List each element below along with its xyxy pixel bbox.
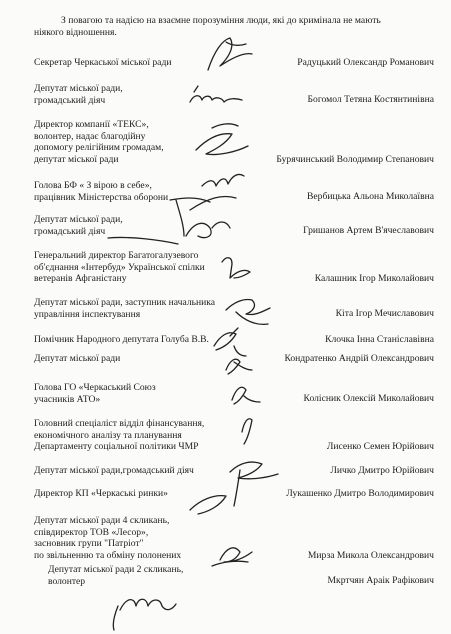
signatory-name: Клочка Інна Станіславівна <box>325 334 434 345</box>
intro-line-2: ніякого відношення. <box>34 26 117 38</box>
signatory-name: Богомол Тетяна Костянтинівна <box>307 94 434 105</box>
intro-line-1: З повагою та надією на взаємне порозуміння люди, які до кримінала не мають <box>61 15 381 26</box>
signatory-name: Лисенко Семен Юрійович <box>326 441 434 452</box>
signatory-name: Мкртчян Араік Рафікович <box>327 575 434 586</box>
signatory-position: Головний спеціаліст відділ фінансування, економічного аналізу та планування Департаменту соціальної політики ЧМР <box>34 418 205 453</box>
signatory-name: Бурячинський Володимир Степанович <box>276 154 434 165</box>
signatory-name: Радуцький Олександр Романович <box>297 57 434 68</box>
signatory-position: Депутат міської ради 2 скликань, волонтер <box>48 564 184 587</box>
signatory-position: Голова БФ « З вірою в себе», працівник Міністерства оборони <box>34 180 169 203</box>
signatory-name: Калашник Ігор Миколайович <box>314 273 434 284</box>
signatory-position: Депутат міської ради 4 скликань, співдиректор ТОВ «Лесор», засновник групи "Патріот" по звільненню та обміну полонених <box>34 515 182 561</box>
signatory-position: Депутат міської ради, громадський діяч <box>34 214 123 237</box>
signatory-position: Депутат міської ради, громадський діяч <box>34 83 123 106</box>
signatory-position: Помічник Народного депутата Голуба В.В. <box>34 334 209 345</box>
signatory-position: Директор КП «Черкаські ринки» <box>34 488 168 499</box>
signatory-name: Колісник Олексій Миколайович <box>303 393 434 404</box>
signatory-position: Генеральний директор Багатогалузевого об'єднання «Інтербуд» Української спілки ветеранів Афганістану <box>34 250 205 285</box>
signatory-position: Секретар Черкаської міської ради <box>34 57 172 68</box>
signatory-name: Кондратенко Андрій Олександрович <box>284 353 434 364</box>
signatory-name: Личко Дмитро Юрійович <box>330 465 434 476</box>
signatory-name: Гришанов Артем В'ячеславович <box>303 225 434 236</box>
signatory-name: Лукашенко Дмитро Володимирович <box>286 488 434 499</box>
intro-paragraph <box>34 15 434 38</box>
signatory-position: Директор компанії «ТЕКС», волонтер, надає благодійну допомогу релігійним громадам, депутат міської ради <box>34 119 164 165</box>
signatory-position: Депутат міської ради,громадський діяч <box>34 465 194 476</box>
signatory-name: Мирза Микола Олександрович <box>307 550 434 561</box>
signatory-name: Кіта Ігор Мечиславович <box>335 308 434 319</box>
signatory-position: Голова ГО «Черкаський Союз учасників АТО» <box>34 382 156 405</box>
signatory-name: Вербицька Альона Миколаївна <box>307 191 434 202</box>
signatory-position: Депутат міської ради, заступник начальника управління інспектування <box>34 297 216 320</box>
signatory-position: Депутат міської ради <box>34 353 121 364</box>
